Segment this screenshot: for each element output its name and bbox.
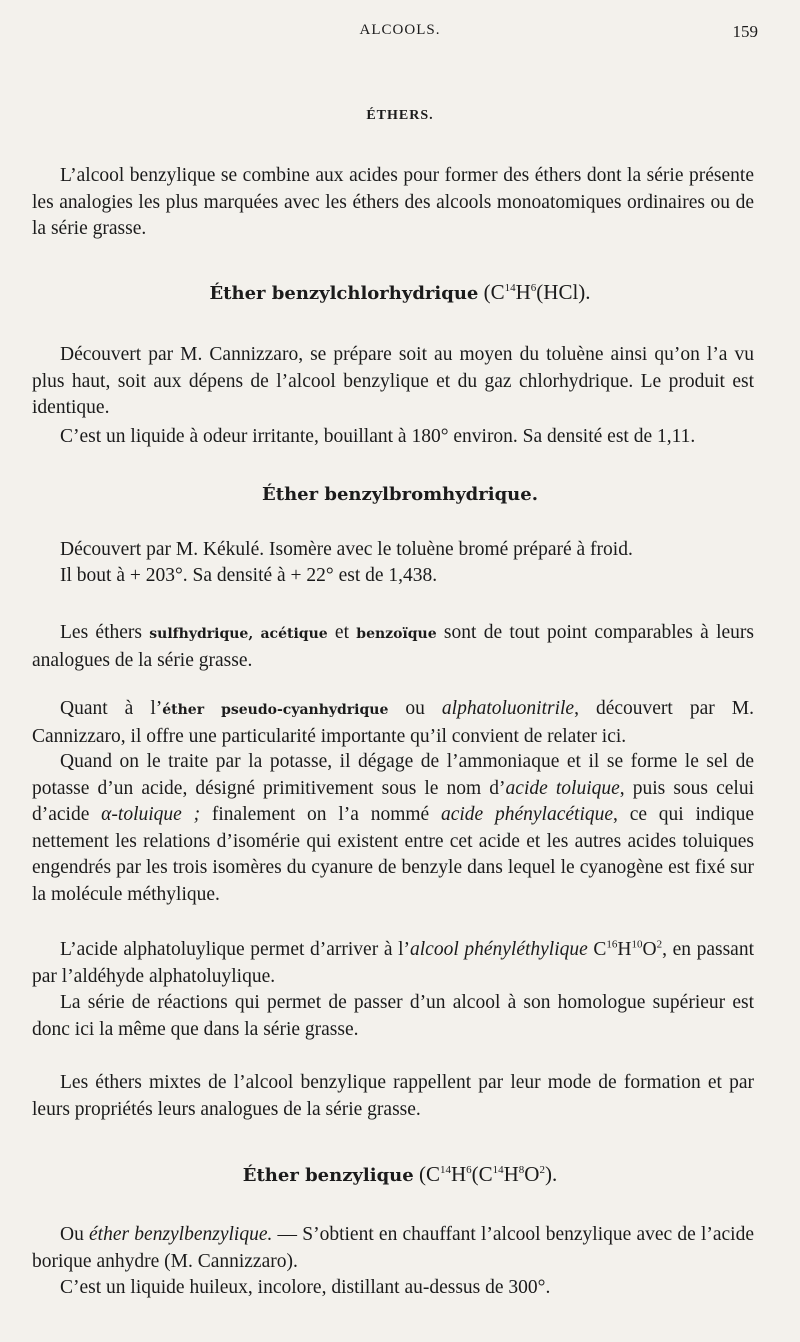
text-run: , puis sous celui d’acide bbox=[32, 777, 754, 825]
paragraph-bout: Il bout à + 203°. Sa densité à + 22° est de 1,438. bbox=[60, 565, 438, 586]
formula-part: (C bbox=[483, 280, 505, 304]
paragraph-cannizzaro: Découvert par M. Cannizzaro, se prépare soit au moyen du toluène ainsi qu’on l’a vu plus haut, soit aux dépens de l’alcool benzylique et du gaz chlorhydrique. Le produit est identique. bbox=[32, 344, 754, 418]
paragraph-alphatoluylique bbox=[32, 937, 754, 990]
paragraph-liquide: C’est un liquide à odeur irritante, bouillant à 180° environ. Sa densité est de 1,11. bbox=[60, 426, 696, 447]
formula-sub: 14 bbox=[504, 282, 516, 294]
heading-name: Éther benzylbromhydrique. bbox=[262, 484, 538, 505]
formula-sub: 8 bbox=[518, 1164, 525, 1176]
paragraph-kekule: Découvert par M. Kékulé. Isomère avec le toluène bromé préparé à froid. bbox=[60, 539, 633, 560]
text-run: et bbox=[327, 622, 357, 643]
formula-sub: 14 bbox=[492, 1164, 504, 1176]
formula-part: (HCl). bbox=[536, 280, 591, 304]
formula-sub: 2 bbox=[539, 1164, 545, 1176]
bold-term: benzoïque bbox=[356, 626, 437, 642]
heading-benzylchlorhydrique bbox=[0, 280, 800, 305]
formula-sub: 14 bbox=[439, 1164, 451, 1176]
paragraph-ethers-mixtes: Les éthers mixtes de l’alcool benzylique rappellent par leur mode de formation et par leurs propriétés leurs analogues de la série grasse. bbox=[32, 1072, 754, 1120]
paragraph-pseudo-cyanhydrique bbox=[32, 696, 754, 750]
heading-benzylique bbox=[0, 1162, 800, 1187]
formula-part: C bbox=[587, 939, 607, 960]
text-run: Ou bbox=[60, 1224, 90, 1245]
paragraph-serie-reactions: La série de réactions qui permet de passer d’un alcool à son homologue supérieur est donc ici la même que dans la série grasse. bbox=[32, 992, 754, 1040]
formula-part: H bbox=[450, 1162, 467, 1186]
page-number: 159 bbox=[732, 22, 758, 41]
paragraph-intro: L’alcool benzylique se combine aux acides pour former des éthers dont la série présente les analogies les plus marquées avec les éthers des alcools monoatomiques ordinaires ou de la série grasse. bbox=[32, 165, 754, 239]
heading-benzylbromhydrique bbox=[0, 481, 800, 506]
formula-part: ). bbox=[544, 1162, 558, 1186]
formula-part: H bbox=[617, 939, 632, 960]
bold-term: sulfhydrique, acétique bbox=[149, 626, 328, 642]
formula-part: O bbox=[642, 939, 657, 960]
text-run: , ce qui indique nettement les relations d’isomérie qui existent entre cet acide et les autres acides toluiques engendrés par les trois isomères du cyanure de benzyle dans lequel le cyanogène est fixé sur la molécule méthylique. bbox=[32, 804, 754, 905]
formula-part: (C bbox=[471, 1162, 493, 1186]
italic-term: acide toluique bbox=[505, 777, 620, 799]
text-run: Quand on le traite par la potasse, il dégage de l’ammoniaque et il se forme le sel de potasse d’un acide, désigné primitivement sous le nom d’ bbox=[32, 751, 754, 799]
italic-term: alcool phényléthylique bbox=[410, 939, 588, 960]
section-title: ÉTHERS. bbox=[366, 108, 434, 123]
running-title: ALCOOLS. bbox=[359, 22, 441, 38]
formula-sub: 6 bbox=[530, 282, 537, 294]
italic-term: acide phénylacétique bbox=[440, 804, 614, 825]
formula-sub: 2 bbox=[656, 938, 663, 951]
page-header bbox=[0, 22, 800, 46]
bold-term: éther pseudo-cyanhydrique bbox=[162, 702, 389, 718]
formula-sub: 6 bbox=[466, 1164, 472, 1176]
heading-name: Éther benzylchlorhydrique bbox=[209, 283, 479, 304]
text-run: sont de tout point comparables à leurs analogues de la série grasse. bbox=[32, 622, 754, 671]
text-run: Quant à l’ bbox=[60, 698, 163, 719]
italic-term: éther benzylbenzylique. bbox=[89, 1224, 273, 1245]
italic-term: α-toluique ; bbox=[101, 804, 201, 825]
formula-part: H bbox=[503, 1162, 519, 1186]
text-run: ou bbox=[388, 698, 442, 719]
paragraph-potasse bbox=[32, 749, 754, 908]
formula-sub: 16 bbox=[606, 938, 618, 951]
formula-part: H bbox=[515, 280, 531, 304]
text-run: finalement on l’a nommé bbox=[200, 804, 441, 825]
formula-part: O bbox=[524, 1162, 540, 1186]
formula-sub: 10 bbox=[631, 938, 643, 951]
heading-name: Éther benzylique bbox=[242, 1165, 414, 1186]
text-run: , découvert par M. Cannizzaro, il offre une particularité importante qu’il convient de relater ici. bbox=[32, 698, 754, 747]
text-run: , en passant par l’aldéhyde alphatoluylique. bbox=[32, 939, 755, 987]
text-run: — S’obtient en chauffant l’alcool benzylique avec de l’acide borique anhydre (M. Cannizzaro). bbox=[32, 1224, 754, 1272]
italic-term: alphatoluonitrile bbox=[441, 698, 575, 719]
text-run: Les éthers bbox=[60, 622, 150, 643]
paragraph-huileux: C’est un liquide huileux, incolore, distillant au-dessus de 300°. bbox=[60, 1277, 551, 1298]
formula-part: (C bbox=[418, 1162, 440, 1186]
paragraph-ethers-comparables bbox=[32, 620, 754, 674]
paragraph-benzylbenzylique bbox=[32, 1222, 754, 1275]
text-run: L’acide alphatoluylique permet d’arriver à l’ bbox=[60, 939, 410, 960]
